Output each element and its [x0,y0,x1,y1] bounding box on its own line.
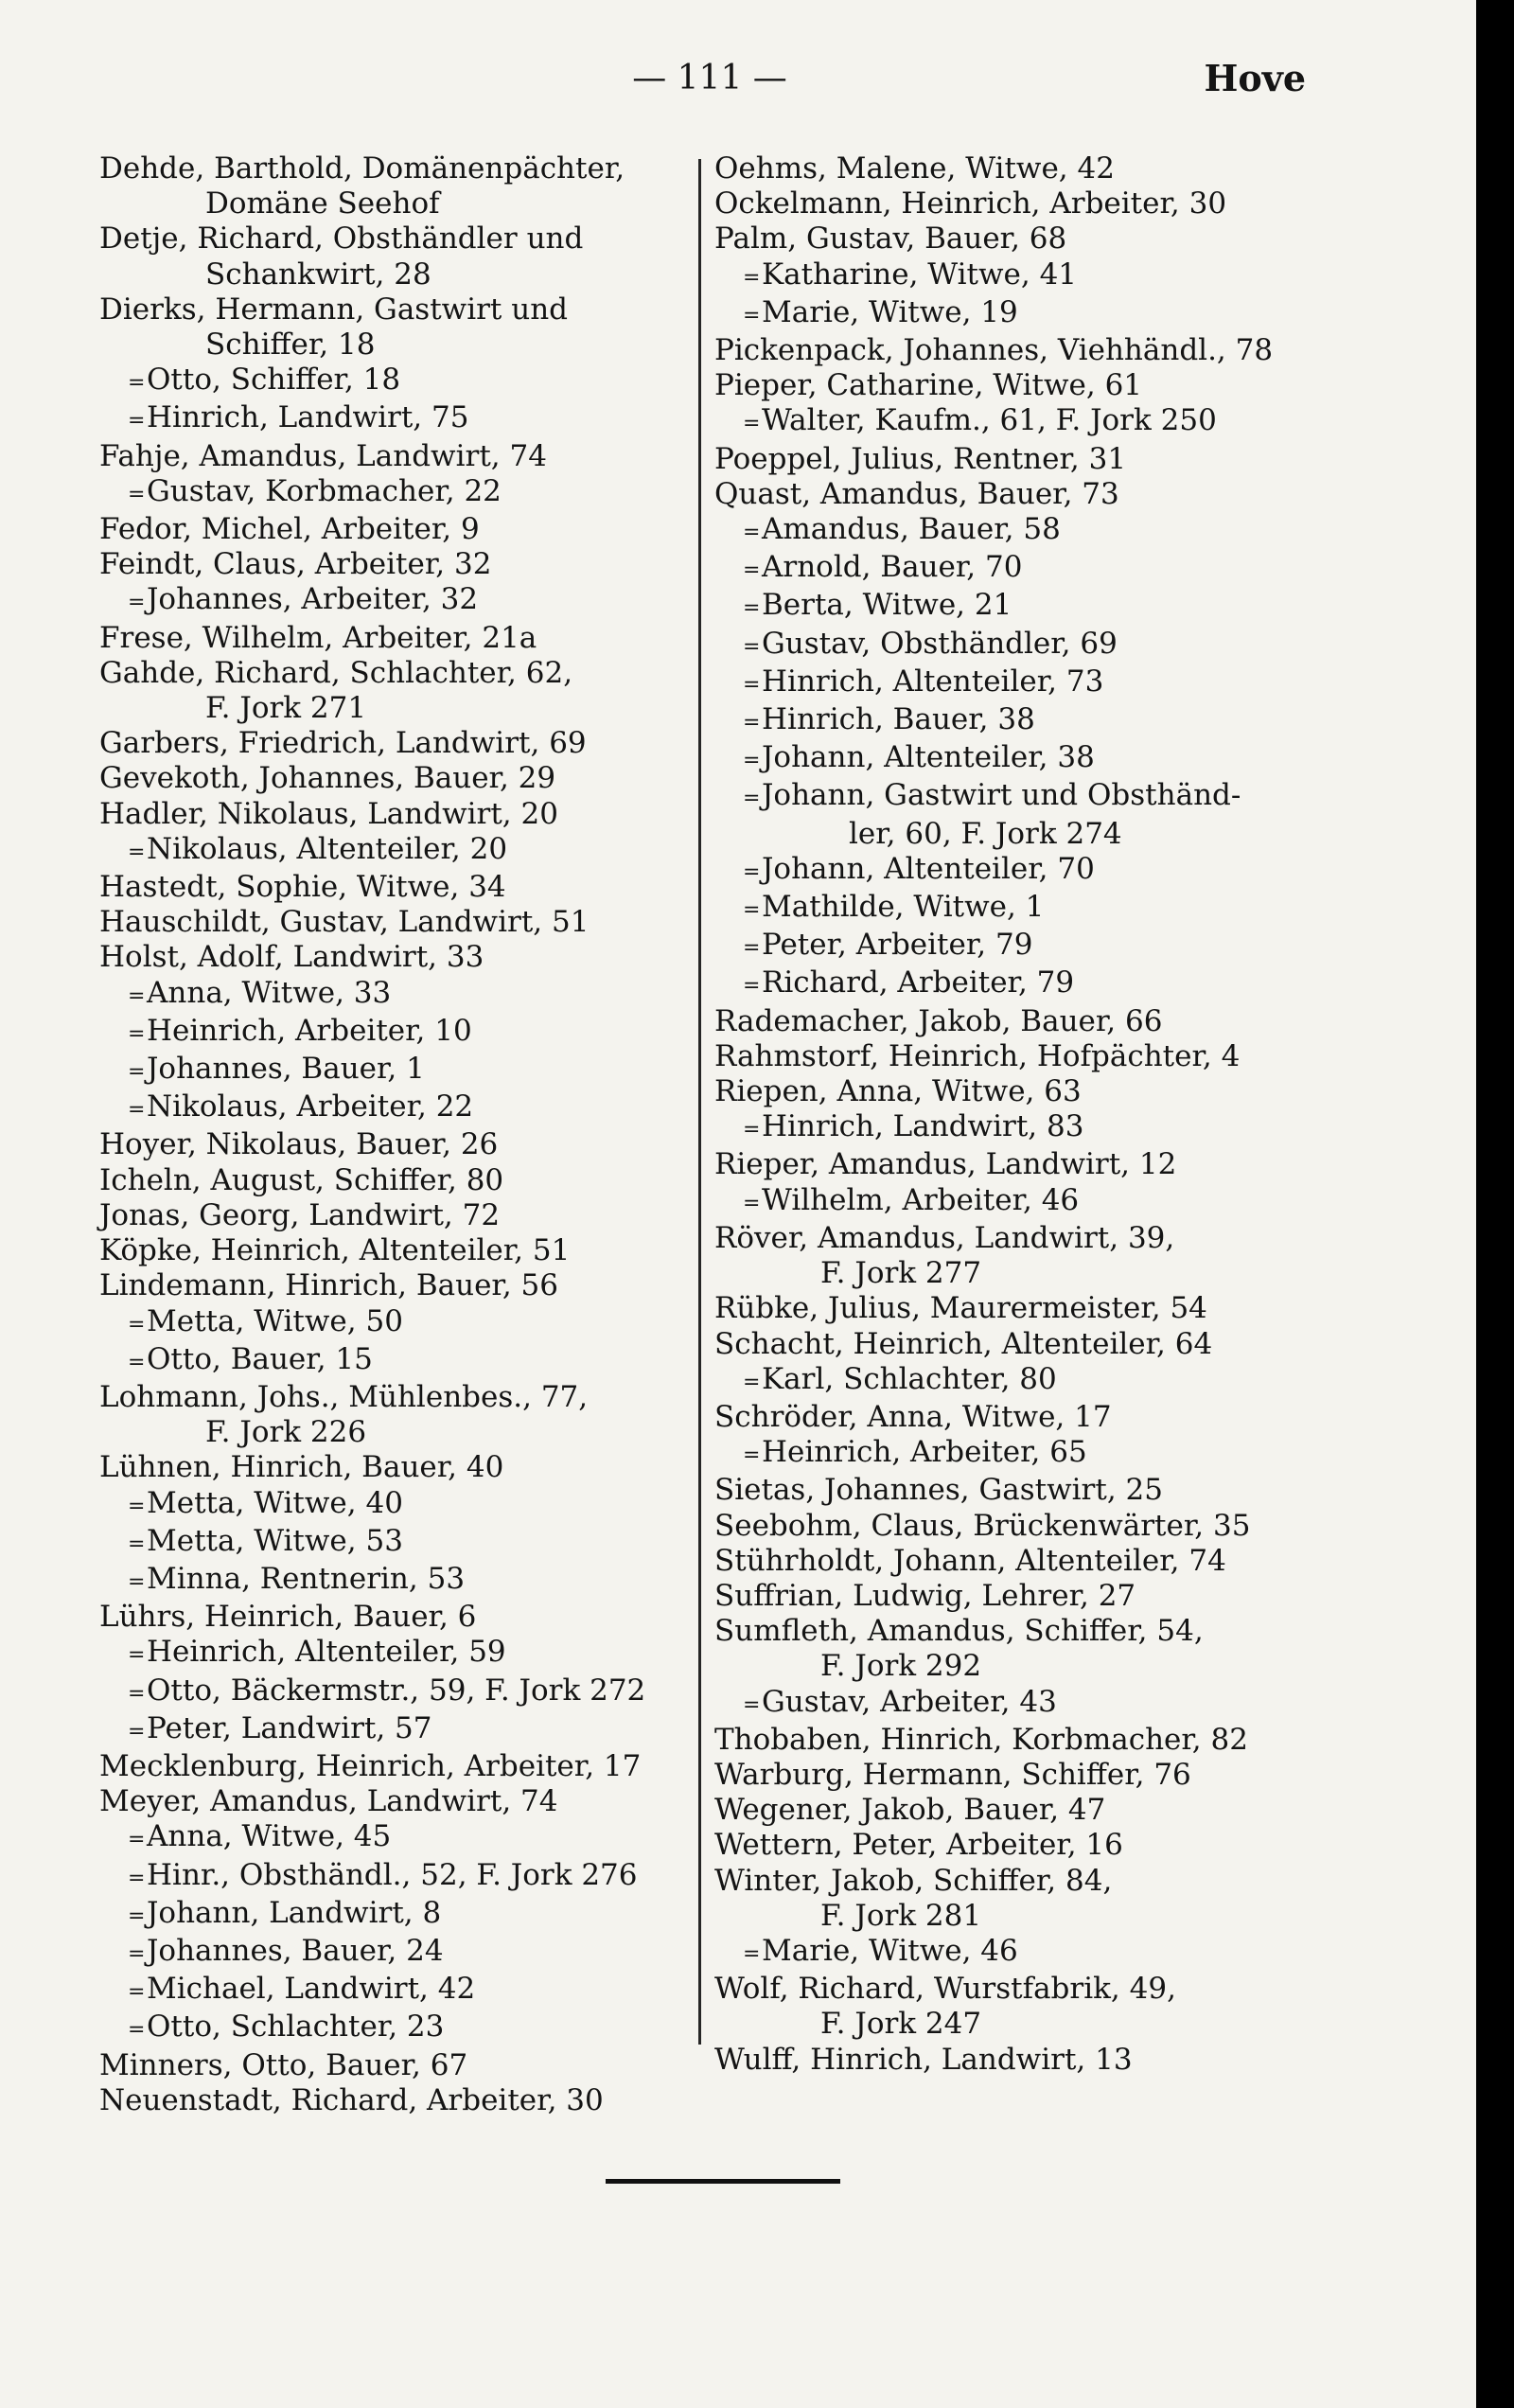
directory-subentry [99,1089,672,1127]
entry-text: Neuenstadt, Richard, Arbeiter, 30 [99,2082,604,2117]
directory-entry [99,1380,672,1450]
entry-text: Hauschildt, Gustav, Landwirt, 51 [99,905,590,940]
directory-entry [714,1473,1306,1508]
directory-entry [714,1544,1306,1579]
ditto-mark: = [743,749,761,773]
entry-text: Hastedt, Sophie, Witwe, 34 [99,870,506,905]
entry-text: Dierks, Hermann, Gastwirt und [99,292,569,327]
directory-entry [99,1600,672,1635]
entry-text: Hinrich, Landwirt, 83 [762,1109,1084,1144]
directory-entry [99,1784,672,1819]
entry-text: Hoyer, Nikolaus, Bauer, 26 [99,1127,499,1162]
entry-continuation: ler, 60, F. Jork 274 [849,816,1122,851]
entry-text: Gustav, Arbeiter, 43 [762,1684,1057,1719]
directory-subentry [99,1819,672,1857]
directory-subentry [714,928,1306,965]
directory-subentry [714,403,1306,441]
directory-entry [714,1400,1306,1435]
ditto-mark: = [128,1980,146,2005]
directory-subentry [714,1685,1306,1723]
directory-entry [99,940,672,975]
entry-text: Sietas, Johannes, Gastwirt, 25 [714,1473,1163,1508]
directory-entry [714,1327,1306,1362]
directory-entry [714,1614,1306,1684]
entry-text: Köpke, Heinrich, Altenteiler, 51 [99,1233,571,1268]
entry-text: Wolf, Richard, Wurstfabrik, 49, [714,1972,1176,2007]
directory-entry [714,368,1306,403]
entry-text: Minna, Rentnerin, 53 [147,1561,466,1596]
entry-continuation: Domäne Seehof [205,186,440,221]
directory-entry [99,2048,672,2083]
directory-subentry [714,852,1306,890]
directory-subentry [99,1635,672,1673]
entry-text: Frese, Wilhelm, Arbeiter, 21a [99,620,537,655]
entry-text: Heinrich, Arbeiter, 65 [762,1435,1087,1470]
entry-text: Pieper, Catharine, Witwe, 61 [714,368,1143,403]
ditto-mark: = [128,1569,146,1594]
directory-subentry [714,1362,1306,1400]
entry-continuation: F. Jork 277 [820,1256,982,1291]
entry-text: Otto, Schlachter, 23 [147,2010,445,2045]
entry-text: Oehms, Malene, Witwe, 42 [714,151,1115,186]
directory-entry [714,1004,1306,1039]
ditto-mark: = [128,591,146,615]
directory-entry [714,1221,1306,1291]
right-column [714,151,1306,2078]
directory-subentry [714,890,1306,928]
entry-text: Quast, Amandus, Bauer, 73 [714,476,1119,511]
ditto-mark: = [743,303,761,328]
entry-text: Metta, Witwe, 40 [147,1485,403,1520]
entry-text: Icheln, August, Schiffer, 80 [99,1162,504,1197]
ditto-mark: = [128,1532,146,1556]
entry-text: Jonas, Georg, Landwirt, 72 [99,1197,501,1232]
directory-entry [714,1074,1306,1109]
entry-text: Heinrich, Arbeiter, 10 [147,1013,472,1048]
ditto-mark: = [128,1903,146,1928]
entry-text: Nikolaus, Altenteiler, 20 [147,831,508,866]
entry-text: Johann, Altenteiler, 70 [762,851,1095,886]
entry-text: Hinrich, Altenteiler, 73 [762,664,1104,699]
directory-entry [99,656,672,726]
directory-subentry [99,1562,672,1600]
page-number: — 111 — [632,59,787,97]
entry-text: Peter, Landwirt, 57 [147,1710,432,1745]
entry-text: Heinrich, Altenteiler, 59 [147,1635,506,1670]
directory-entry [714,186,1306,221]
entry-continuation: Schankwirt, 28 [205,257,431,292]
entry-text: Mathilde, Witwe, 1 [762,890,1045,925]
ditto-mark: = [743,672,761,697]
entry-text: Berta, Witwe, 21 [762,588,1012,623]
ditto-mark: = [743,1191,761,1215]
entry-text: Mecklenburg, Heinrich, Arbeiter, 17 [99,1748,642,1783]
directory-entry [714,1291,1306,1326]
entry-text: Detje, Richard, Obsthändler und [99,221,584,257]
directory-entry [99,1233,672,1268]
entry-text: Metta, Witwe, 53 [147,1523,403,1558]
directory-entry [99,439,672,474]
ditto-mark: = [128,1866,146,1890]
directory-entry [714,442,1306,477]
directory-subentry [99,1673,672,1711]
running-head: Hove [1204,57,1306,99]
ditto-mark: = [743,936,761,961]
directory-subentry [99,363,672,400]
entry-text: Metta, Witwe, 50 [147,1303,403,1338]
ditto-mark: = [743,1370,761,1394]
entry-text: Lindemann, Hinrich, Bauer, 56 [99,1268,558,1303]
entry-text: Wettern, Peter, Arbeiter, 16 [714,1828,1123,1863]
directory-subentry [99,1342,672,1380]
entry-text: Rahmstorf, Heinrich, Hofpächter, 4 [714,1038,1241,1073]
entry-text: Fedor, Michel, Arbeiter, 9 [99,512,480,547]
ditto-mark: = [128,1060,146,1085]
entry-continuation: Schiffer, 18 [205,328,376,363]
ditto-mark: = [743,558,761,583]
entry-text: Rademacher, Jakob, Bauer, 66 [714,1003,1163,1038]
ditto-mark: = [743,596,761,621]
directory-entry [714,1039,1306,1074]
entry-text: Meyer, Amandus, Landwirt, 74 [99,1784,558,1819]
entry-text: Warburg, Hermann, Schiffer, 76 [714,1757,1191,1792]
directory-entry [714,221,1306,257]
directory-subentry [99,474,672,512]
ditto-mark: = [128,1312,146,1337]
entry-text: Hadler, Nikolaus, Landwirt, 20 [99,796,558,831]
entry-text: Rieper, Amandus, Landwirt, 12 [714,1147,1177,1182]
entry-text: Minners, Otto, Bauer, 67 [99,2047,468,2082]
entry-text: Anna, Witwe, 33 [147,975,392,1010]
ditto-mark: = [743,1118,761,1142]
directory-subentry [99,1896,672,1934]
directory-entry [714,1579,1306,1614]
entry-text: Hinr., Obsthändl., 52, F. Jork 276 [147,1857,638,1892]
entry-text: Thobaben, Hinrich, Korbmacher, 82 [714,1722,1248,1757]
ditto-mark: = [128,1350,146,1374]
directory-entry [99,1450,672,1485]
entry-text: Gustav, Obsthändler, 69 [762,626,1118,661]
directory-subentry [99,1858,672,1896]
entry-text: Richard, Arbeiter, 79 [762,965,1075,1000]
entry-text: Johann, Altenteiler, 38 [762,740,1095,775]
directory-subentry [714,965,1306,1003]
directory-entry [714,151,1306,186]
directory-subentry [714,778,1306,851]
directory-entry [99,726,672,761]
directory-entry [99,621,672,656]
entry-text: Johannes, Bauer, 24 [147,1933,444,1968]
column-divider [698,159,701,2045]
directory-entry [714,1864,1306,1934]
entry-continuation: F. Jork 281 [820,1898,982,1933]
directory-entry [99,1163,672,1198]
directory-subentry [99,2010,672,2047]
directory-entry [714,1147,1306,1182]
entry-text: Otto, Bäckermstr., 59, F. Jork 272 [147,1673,646,1708]
directory-subentry [99,832,672,870]
entry-text: Fahje, Amandus, Landwirt, 74 [99,438,547,473]
ditto-mark: = [743,898,761,923]
entry-text: Otto, Bauer, 15 [147,1341,373,1376]
ditto-mark: = [743,521,761,545]
ditto-mark: = [743,265,761,290]
directory-entry [99,151,672,221]
directory-subentry [99,1486,672,1524]
directory-subentry [714,550,1306,588]
directory-entry [99,761,672,796]
directory-subentry [714,295,1306,333]
entry-text: Wegener, Jakob, Bauer, 47 [714,1793,1106,1828]
entry-text: Marie, Witwe, 19 [762,294,1018,329]
directory-subentry [99,582,672,620]
entry-text: Johannes, Arbeiter, 32 [147,582,479,617]
ditto-mark: = [743,1692,761,1717]
directory-subentry [99,400,672,438]
entry-text: Hinrich, Landwirt, 75 [147,400,469,435]
directory-subentry [99,1972,672,2010]
directory-subentry [714,664,1306,702]
entry-text: Holst, Adolf, Landwirt, 33 [99,940,484,975]
directory-subentry [99,1934,672,1972]
directory-subentry [714,1435,1306,1473]
ditto-mark: = [743,1941,761,1966]
directory-entry [99,547,672,582]
ditto-mark: = [743,787,761,811]
entry-text: Peter, Arbeiter, 79 [762,928,1033,963]
directory-subentry [714,627,1306,664]
entry-continuation: F. Jork 247 [820,2007,982,2042]
entry-text: Ockelmann, Heinrich, Arbeiter, 30 [714,186,1227,221]
directory-entry [714,1793,1306,1828]
ditto-mark: = [128,409,146,434]
directory-entry [99,870,672,905]
entry-text: Johannes, Bauer, 1 [147,1052,425,1087]
entry-text: Poeppel, Julius, Rentner, 31 [714,441,1127,476]
entry-text: Wulff, Hinrich, Landwirt, 13 [714,2042,1133,2077]
directory-entry [714,1828,1306,1863]
entry-continuation: F. Jork 226 [205,1415,367,1450]
entry-text: Winter, Jakob, Schiffer, 84, [714,1863,1113,1898]
ditto-mark: = [128,2018,146,2043]
end-rule [606,2179,840,2184]
directory-entry [99,1749,672,1784]
ditto-mark: = [128,1021,146,1046]
ditto-mark: = [128,371,146,396]
entry-text: Schacht, Heinrich, Altenteiler, 64 [714,1326,1213,1361]
entry-text: Palm, Gustav, Bauer, 68 [714,221,1067,257]
ditto-mark: = [128,983,146,1008]
entry-text: Garbers, Friedrich, Landwirt, 69 [99,726,587,761]
entry-text: Gustav, Korbmacher, 22 [147,473,502,508]
directory-entry [99,292,672,363]
directory-entry [714,1758,1306,1793]
entry-text: Johann, Landwirt, 8 [147,1895,442,1930]
ditto-mark: = [743,1443,761,1468]
entry-text: Marie, Witwe, 46 [762,1933,1018,1968]
directory-subentry [99,1524,672,1562]
entry-text: Michael, Landwirt, 42 [147,1972,476,2007]
directory-entry [99,1198,672,1233]
directory-subentry [714,512,1306,550]
ditto-mark: = [743,634,761,659]
entry-text: Arnold, Bauer, 70 [762,550,1023,585]
entry-text: Sumfleth, Amandus, Schiffer, 54, [714,1614,1204,1649]
directory-subentry [99,1711,672,1749]
entry-text: Röver, Amandus, Landwirt, 39, [714,1220,1175,1255]
entry-text: Lührs, Heinrich, Bauer, 6 [99,1600,477,1635]
ditto-mark: = [128,1098,146,1123]
entry-text: Lühnen, Hinrich, Bauer, 40 [99,1450,504,1485]
left-column [99,151,672,2118]
directory-entry [99,2083,672,2118]
entry-text: Hinrich, Bauer, 38 [762,702,1035,737]
directory-subentry [714,257,1306,295]
entry-text: Rübke, Julius, Maurermeister, 54 [714,1291,1207,1326]
directory-entry [99,797,672,832]
ditto-mark: = [743,711,761,735]
directory-entry [714,1723,1306,1758]
directory-entry [99,1127,672,1162]
ditto-mark: = [743,974,761,999]
entry-text: Seebohm, Claus, Brückenwärter, 35 [714,1508,1251,1543]
directory-subentry [99,1014,672,1052]
directory-entry [714,2043,1306,2078]
entry-continuation: F. Jork 271 [205,691,367,726]
ditto-mark: = [128,840,146,864]
entry-text: Walter, Kaufm., 61, F. Jork 250 [762,403,1217,438]
entry-continuation: F. Jork 292 [820,1649,982,1684]
entry-text: Suffrian, Ludwig, Lehrer, 27 [714,1578,1136,1613]
directory-entry [714,333,1306,368]
entry-text: Otto, Schiffer, 18 [147,363,401,398]
directory-entry [99,221,672,292]
directory-entry [99,512,672,547]
entry-text: Nikolaus, Arbeiter, 22 [147,1089,474,1124]
directory-subentry [714,740,1306,778]
directory-subentry [99,1052,672,1089]
ditto-mark: = [128,1828,146,1852]
directory-subentry [99,1304,672,1342]
ditto-mark: = [128,482,146,506]
directory-subentry [714,1183,1306,1221]
entry-text: Gahde, Richard, Schlachter, 62, [99,655,573,690]
entry-text: Lohmann, Johs., Mühlenbes., 77, [99,1379,589,1414]
directory-subentry [714,1934,1306,1972]
ditto-mark: = [128,1719,146,1744]
ditto-mark: = [128,1941,146,1966]
directory-entry [99,905,672,940]
directory-subentry [714,588,1306,626]
ditto-mark: = [128,1643,146,1668]
directory-subentry [714,702,1306,740]
entry-text: Feindt, Claus, Arbeiter, 32 [99,547,492,582]
ditto-mark: = [128,1681,146,1706]
entry-text: Riepen, Anna, Witwe, 63 [714,1074,1082,1109]
directory-entry [714,1509,1306,1544]
entry-text: Wilhelm, Arbeiter, 46 [762,1182,1080,1217]
entry-text: Amandus, Bauer, 58 [762,512,1061,547]
entry-text: Johann, Gastwirt und Obsthänd- [762,778,1241,813]
ditto-mark: = [128,1494,146,1518]
entry-text: Dehde, Barthold, Domänenpächter, [99,151,625,186]
entry-text: Stührholdt, Johann, Altenteiler, 74 [714,1543,1226,1578]
ditto-mark: = [743,859,761,884]
directory-subentry [99,976,672,1014]
directory-entry [99,1268,672,1303]
directory-entry [714,1972,1306,2042]
ditto-mark: = [743,412,761,436]
entry-text: Anna, Witwe, 45 [147,1819,392,1854]
entry-text: Pickenpack, Johannes, Viehhändl., 78 [714,333,1274,368]
entry-text: Schröder, Anna, Witwe, 17 [714,1399,1112,1434]
directory-entry [714,477,1306,512]
directory-subentry [714,1109,1306,1147]
entry-text: Gevekoth, Johannes, Bauer, 29 [99,761,556,796]
entry-text: Karl, Schlachter, 80 [762,1361,1057,1396]
entry-text: Katharine, Witwe, 41 [762,257,1078,292]
